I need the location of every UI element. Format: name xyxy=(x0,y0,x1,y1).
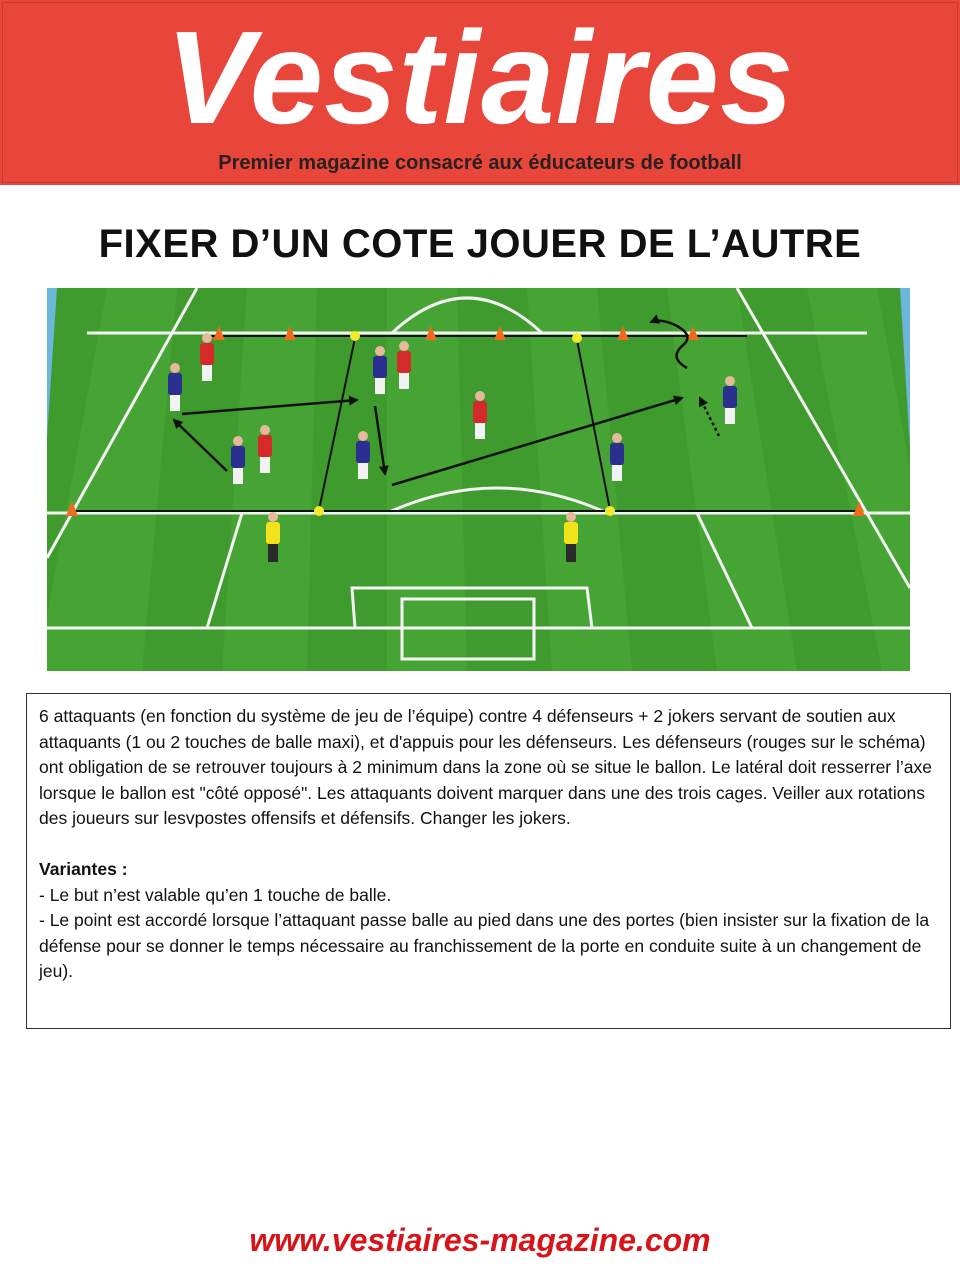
description-box xyxy=(26,693,951,1029)
marker-dot xyxy=(314,506,324,516)
variant-item: - Le point est accordé lorsque l’attaquant passe balle au pied dans une des portes (bien insister sur la fixation de la défense pour se donner le temps nécessaire au franchissement de la porte en conduite suite à un changement de jeu). xyxy=(39,910,930,981)
website-link[interactable]: www.vestiaires-magazine.com xyxy=(249,1222,711,1258)
magazine-logo: Vestiaires xyxy=(165,4,795,151)
marker-dot xyxy=(350,331,360,341)
description-paragraph: 6 attaquants (en fonction du système de jeu de l’équipe) contre 4 défenseurs + 2 jokers servant de soutien aux attaquants (1 ou 2 touches de balle maxi), et d'appuis pour les défenseurs. Les défenseurs (rouges sur le schéma) ont obligation de se retrouver toujours à 2 minimum dans la zone où se situe le ballon. Le latéral doit resserrer l’axe lorsque le ballon est "côté opposé". Les attaquants doivent marquer dans une des trois cages. Veiller aux rotations des joueurs sur lesvpostes offensifs et défensifs. Changer les jokers. xyxy=(39,706,932,828)
variant-item: - Le but n’est valable qu’en 1 touche de balle. xyxy=(39,884,392,905)
pitch-diagram xyxy=(47,288,910,671)
marker-dot xyxy=(572,333,582,343)
magazine-tagline: Premier magazine consacré aux éducateurs de football xyxy=(218,152,742,174)
variants-heading: Variantes : xyxy=(39,859,128,879)
marker-dot xyxy=(605,506,615,516)
exercise-title: FIXER D’UN COTE JOUER DE L’AUTRE xyxy=(98,222,862,266)
magazine-banner xyxy=(0,0,960,185)
